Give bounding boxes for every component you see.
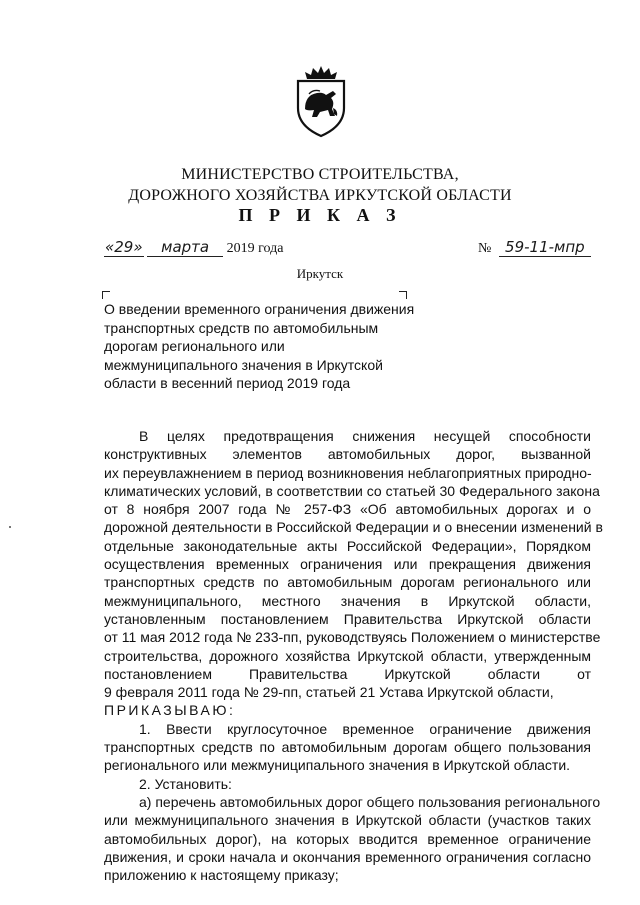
subject-line: О введении временного ограничения движения — [104, 301, 415, 317]
order-number — [478, 238, 591, 257]
coat-of-arms-emblem — [293, 64, 349, 138]
body-line: установленным постановлением Правительства Иркутской области — [104, 610, 591, 627]
body-line: автомобильных дорог), на которых вводится временное ограничение — [104, 830, 591, 847]
body-line: 1. Ввести круглосуточное временное ограничение движения — [139, 720, 591, 737]
body-line: а) перечень автомобильных дорог общего пользования регионального — [139, 793, 601, 810]
subject-line: области в весенний период 2019 года — [104, 375, 351, 391]
body-line: движения, и сроки начала и окончания временного ограничения согласно — [104, 848, 591, 865]
body-line: дорожной деятельности в Российской Федерации и о внесении изменений в — [104, 519, 603, 536]
body-line: климатических условий, в соответствии со статьей 30 Федерального закона — [104, 482, 600, 499]
subject-corner-left — [102, 291, 110, 299]
city-name: Иркутск — [296, 266, 344, 281]
number-value: 59-11-мпр — [499, 238, 591, 257]
body-line: отдельные законодательные акты Российской Федерации», Порядком — [104, 537, 591, 554]
scan-speck — [9, 526, 11, 528]
body-line: регионального или межмуниципального значения в Иркутской области. — [104, 757, 571, 774]
order-date — [104, 238, 283, 257]
document-type-title: П Р И К А З — [238, 205, 402, 225]
date-month: марта — [147, 238, 223, 257]
body-line: конструктивных элементов автомобильных дорог, вызванной — [104, 446, 591, 463]
body-line: их переувлажнением в период возникновения неблагоприятных природно- — [104, 464, 592, 481]
body-line: осуществления временных ограничения или прекращения движения — [104, 556, 591, 573]
body-line: транспортных средств по автомобильным дорогам общего пользования — [104, 739, 591, 756]
date-day: «29» — [105, 238, 143, 256]
body-line: или межмуниципального значения в Иркутской области (участков таких — [104, 812, 591, 829]
body-line: строительства, дорожного хозяйства Иркутской области, утвержденным — [104, 647, 591, 664]
body-line: от 11 мая 2012 года № 233-пп, руководствуясь Положением о министерстве — [104, 629, 601, 646]
body-line: 9 февраля 2011 года № 29-пп, статьей 21 Устава Иркутской области, — [104, 684, 554, 701]
ministry-name-line-2: ДОРОЖНОГО ХОЗЯЙСТВА ИРКУТСКОЙ ОБЛАСТИ — [128, 187, 512, 204]
body-line: межмуниципального, местного значения в Иркутской области, — [104, 592, 591, 609]
body-line: В целях предотвращения снижения несущей способности — [139, 428, 591, 444]
subject-corner-right — [399, 291, 407, 299]
order-body — [104, 427, 603, 884]
body-line: 2. Установить: — [139, 775, 232, 792]
subject-line: межмуниципального значения в Иркутской — [104, 356, 383, 373]
date-year: 2019 года — [226, 241, 284, 256]
subject-line: дорогам регионального или — [104, 338, 285, 354]
subject-line: транспортных средств по автомобильным — [104, 319, 379, 336]
number-prefix: № — [478, 241, 492, 256]
body-line: постановлением Правительства Иркутской области от — [104, 665, 591, 682]
order-subject — [104, 300, 414, 393]
body-line: транспортных средств по автомобильным дорогам регионального или — [104, 574, 591, 591]
order-verb: ПРИКАЗЫВАЮ: — [104, 702, 236, 719]
ministry-name-line-1: МИНИСТЕРСТВО СТРОИТЕЛЬСТВА, — [181, 166, 459, 183]
body-line: приложению к настоящему приказу; — [104, 867, 339, 884]
body-line: от 8 ноября 2007 года № 257-ФЗ «Об автомобильных дорогах и о — [104, 501, 591, 518]
